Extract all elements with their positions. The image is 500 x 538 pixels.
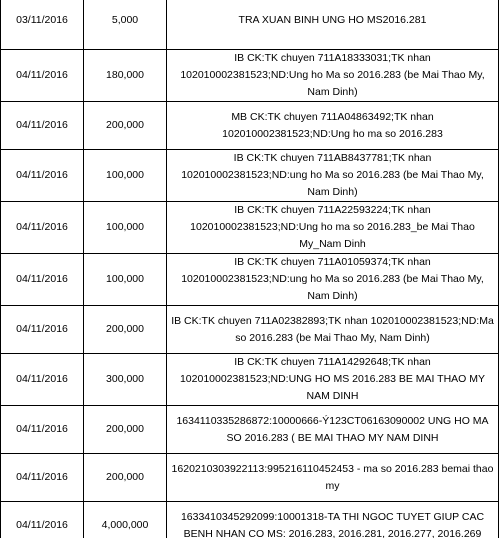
date-cell: 04/11/2016	[1, 50, 84, 102]
amount-cell: 5,000	[84, 0, 167, 50]
amount-cell: 200,000	[84, 454, 167, 502]
date-cell: 04/11/2016	[1, 102, 84, 150]
description-cell: IB CK:TK chuyen 711AB8437781;TK nhan 102010002381523;ND:ung ho Ma so 2016.283 (be Mai Thao My, Nam Dinh)	[167, 150, 499, 202]
amount-cell: 180,000	[84, 50, 167, 102]
description-cell: MB CK:TK chuyen 711A04863492;TK nhan 102010002381523;ND:Ung ho ma so 2016.283	[167, 102, 499, 150]
amount-cell: 200,000	[84, 406, 167, 454]
date-cell: 04/11/2016	[1, 406, 84, 454]
amount-cell: 4,000,000	[84, 502, 167, 538]
amount-cell: 200,000	[84, 306, 167, 354]
table-row	[1, 202, 499, 254]
table-row	[1, 102, 499, 150]
amount-cell: 100,000	[84, 150, 167, 202]
description-cell: IB CK:TK chuyen 711A18333031;TK nhan 102010002381523;ND:Ung ho Ma so 2016.283 (be Mai Thao My, Nam Dinh)	[167, 50, 499, 102]
date-cell: 04/11/2016	[1, 502, 84, 538]
table-row	[1, 354, 499, 406]
amount-cell: 200,000	[84, 102, 167, 150]
table-row	[1, 150, 499, 202]
table-row	[1, 0, 499, 50]
description-cell: 1633410345292099:10001318-TA THI NGOC TUYET GIUP CAC BENH NHAN CO MS: 2016.283, 2016.281, 2016.277, 2016.269	[167, 502, 499, 538]
table-row	[1, 254, 499, 306]
description-cell: IB CK:TK chuyen 711A01059374;TK nhan 102010002381523;ND:ung ho Ma so 2016.283 (be Mai Thao My, Nam Dinh)	[167, 254, 499, 306]
description-cell: IB CK:TK chuyen 711A22593224;TK nhan 102010002381523;ND:Ung ho ma so 2016.283_be Mai Thao My_Nam Dinh	[167, 202, 499, 254]
description-cell: IB CK:TK chuyen 711A02382893;TK nhan 102010002381523;ND:Ma so 2016.283 (be Mai Thao My, Nam Dinh)	[167, 306, 499, 354]
date-cell: 03/11/2016	[1, 0, 84, 50]
amount-cell: 100,000	[84, 202, 167, 254]
date-cell: 04/11/2016	[1, 306, 84, 354]
amount-cell: 100,000	[84, 254, 167, 306]
table-row	[1, 306, 499, 354]
date-cell: 04/11/2016	[1, 254, 84, 306]
date-cell: 04/11/2016	[1, 354, 84, 406]
date-cell: 04/11/2016	[1, 202, 84, 254]
table-row	[1, 502, 499, 538]
date-cell: 04/11/2016	[1, 150, 84, 202]
description-cell: TRA XUAN BINH UNG HO MS2016.281	[167, 0, 499, 50]
description-cell: 1620210303922113:995216110452453 - ma so 2016.283 bemai thao my	[167, 454, 499, 502]
table-row	[1, 454, 499, 502]
description-cell: 1634110335286872:10000666-Ý123CT06163090002 UNG HO MA SO 2016.283 ( BE MAI THAO MY NAM DINH	[167, 406, 499, 454]
description-cell: IB CK:TK chuyen 711A14292648;TK nhan 102010002381523;ND:UNG HO MS 2016.283 BE MAI THAO MY NAM DINH	[167, 354, 499, 406]
amount-cell: 300,000	[84, 354, 167, 406]
date-cell: 04/11/2016	[1, 454, 84, 502]
table-row	[1, 406, 499, 454]
table-row	[1, 50, 499, 102]
